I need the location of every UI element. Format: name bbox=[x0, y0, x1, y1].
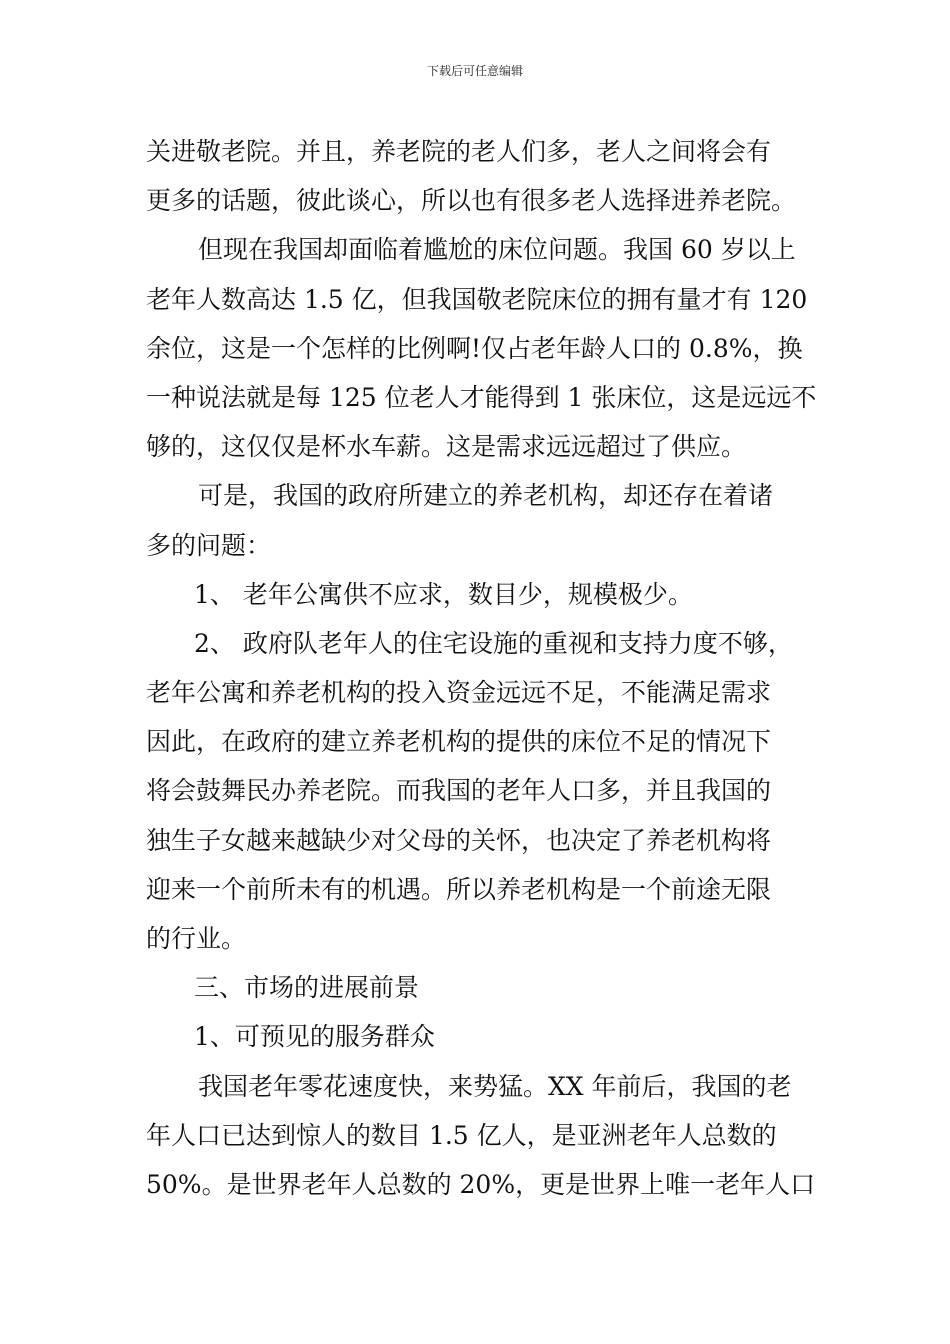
body-line-16: 迎来一个前所未有的机遇。所以养老机构是一个前途无限 bbox=[146, 874, 772, 904]
section-heading: 三、市场的进展前景 bbox=[194, 973, 420, 1003]
body-line-2: 更多的话题，彼此谈心，所以也有很多老人选择进养老院。 bbox=[146, 186, 797, 216]
list-item-2: 2、 政府队老年人的住宅设施的重视和支持力度不够， bbox=[194, 628, 793, 658]
list-item-1: 1、 老年公寓供不应求，数目少，规模极少。 bbox=[194, 579, 693, 609]
body-line-7: 够的，这仅仅是杯水车薪。这是需求远远超过了供应。 bbox=[146, 432, 747, 462]
body-line-20: 我国老年零花速度快，来势猛。XX 年前后，我国的老 bbox=[198, 1071, 792, 1101]
body-line-15: 独生子女越来越缺少对父母的关怀，也决定了养老机构将 bbox=[146, 825, 772, 855]
body-line-1: 关进敬老院。并且，养老院的老人们多，老人之间将会有 bbox=[146, 137, 772, 166]
body-line-4: 老年人数高达 1.5 亿，但我国敬老院床位的拥有量才有 120 bbox=[146, 284, 808, 314]
body-line-9: 多的问题： bbox=[146, 530, 272, 560]
body-line-5: 余位，这是一个怎样的比例啊!仅占老年龄人口的 0.8%，换 bbox=[146, 333, 803, 363]
page-header-note: 下载后可任意编辑 bbox=[426, 64, 523, 78]
body-line-21: 年人口已达到惊人的数目 1.5 亿人，是亚洲老年人总数的 bbox=[146, 1120, 777, 1150]
body-line-3: 但现在我国却面临着尴尬的床位问题。我国 60 岁以上 bbox=[198, 235, 796, 265]
body-line-12: 老年公寓和养老机构的投入资金远远不足，不能满足需求 bbox=[146, 678, 772, 708]
body-line-17: 的行业。 bbox=[146, 924, 247, 953]
document-body bbox=[146, 127, 816, 1209]
subsection-heading: 1、可预见的服务群众 bbox=[194, 1022, 435, 1052]
body-line-13: 因此，在政府的建立养老机构的提供的床位不足的情况下 bbox=[146, 727, 772, 757]
body-line-6: 一种说法就是每 125 位老人才能得到 1 张床位，这是远远不 bbox=[146, 382, 817, 412]
body-line-22: 50%。是世界老年人总数的 20%，更是世界上唯一老年人口 bbox=[146, 1169, 816, 1199]
body-line-14: 将会鼓舞民办养老院。而我国的老年人口多，并且我国的 bbox=[146, 776, 772, 806]
body-line-8: 可是，我国的政府所建立的养老机构，却还存在着诸 bbox=[198, 481, 774, 511]
